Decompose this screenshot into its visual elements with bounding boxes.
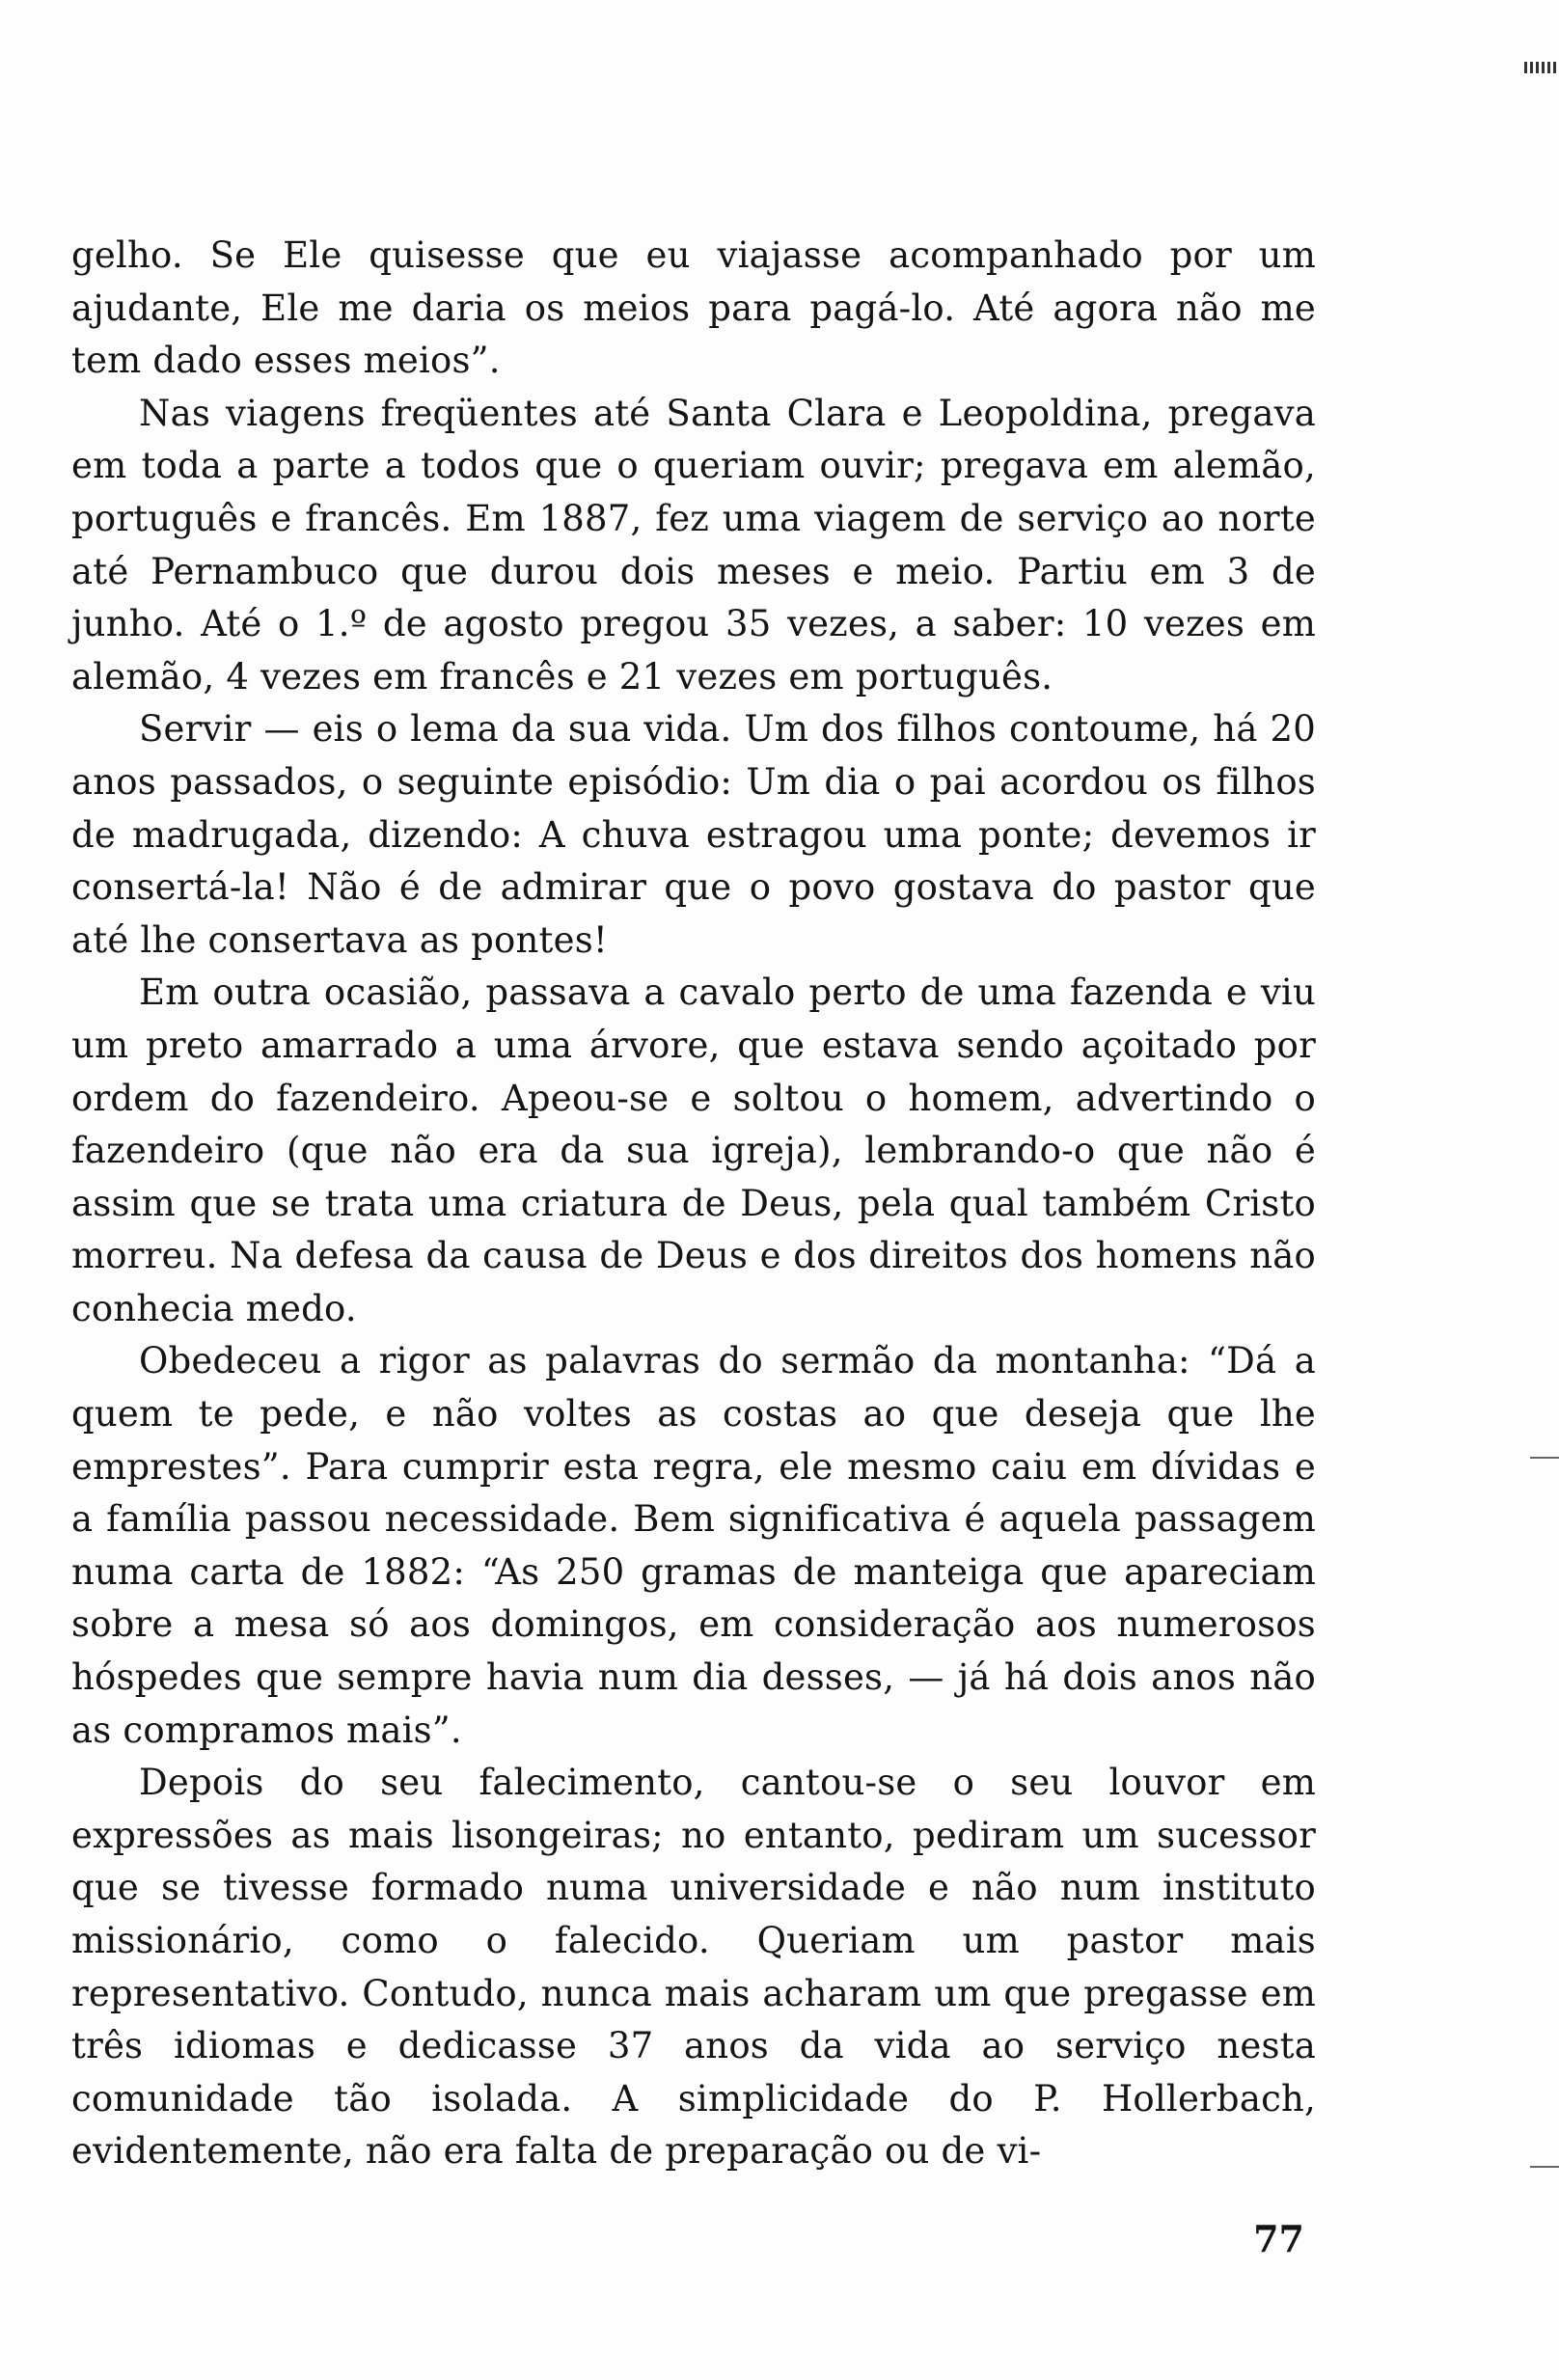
paragraph: Obedeceu a rigor as palavras do sermão da montanha: “Dá a quem te pede, e não voltes as costas ao que deseja que lhe emprestes”. Para cumprir esta regra, ele mesmo caiu em dívidas e a família passou necessidade. Bem significativa é aquela passagem numa carta de 1882: “As 250 gramas de manteiga que apareciam sobre a mesa só aos domingos, em consideração aos numerosos hóspedes que sempre havia num dia desses, — já há dois anos não as compramos mais”. [71, 1340, 1316, 1751]
page-number: 77 [1253, 2217, 1304, 2260]
edge-rule [1530, 1457, 1559, 1459]
edge-rule [1530, 2166, 1559, 2168]
paragraph: Depois do seu falecimento, cantou-se o seu louvor em expressões as mais lisongeiras; no entanto, pediram um sucessor que se tivesse formado numa universidade e não num instituto missionário, como o falecido. Queriam um pastor mais representativo. Contudo, nunca mais acharam um que pregasse em três idiomas e dedicasse 37 anos da vida ao serviço nesta comunidade tão isolada. A simplicidade do P. Hollerbach, evidentemente, não era falta de preparação ou de vi- [71, 1762, 1316, 2173]
body-text [71, 230, 1316, 2178]
paragraph: Servir — eis o lema da sua vida. Um dos filhos contoume, há 20 anos passados, o seguinte episódio: Um dia o pai acordou os filhos de madrugada, dizendo: A chuva estragou uma ponte; devemos ir consertá-la! Não é de admirar que o povo gostava do pastor que até lhe consertava as pontes! [71, 708, 1316, 961]
paragraph: Nas viagens freqüentes até Santa Clara e Leopoldina, pregava em toda a parte a todos que o queriam ouvir; pregava em alemão, português e francês. Em 1887, fez uma viagem de serviço ao norte até Pernambuco que durou dois meses e meio. Partiu em 3 de junho. Até o 1.º de agosto pregou 35 vezes, a saber: 10 vezes em alemão, 4 vezes em francês e 21 vezes em português. [71, 392, 1316, 698]
paragraph: Em outra ocasião, passava a cavalo perto de uma fazenda e viu um preto amarrado a uma árvore, que estava sendo açoitado por ordem do fazendeiro. Apeou-se e soltou o homem, advertindo o fazendeiro (que não era da sua igreja), lembrando-o que não é assim que se trata uma criatura de Deus, pela qual também Cristo morreu. Na defesa da causa de Deus e dos direitos dos homens não conhecia medo. [71, 971, 1316, 1329]
paragraph: gelho. Se Ele quisesse que eu viajasse acompanhado por um ajudante, Ele me daria os meios para pagá-lo. Até agora não me tem dado esses meios”. [71, 234, 1316, 382]
scan-mark [1524, 62, 1559, 73]
